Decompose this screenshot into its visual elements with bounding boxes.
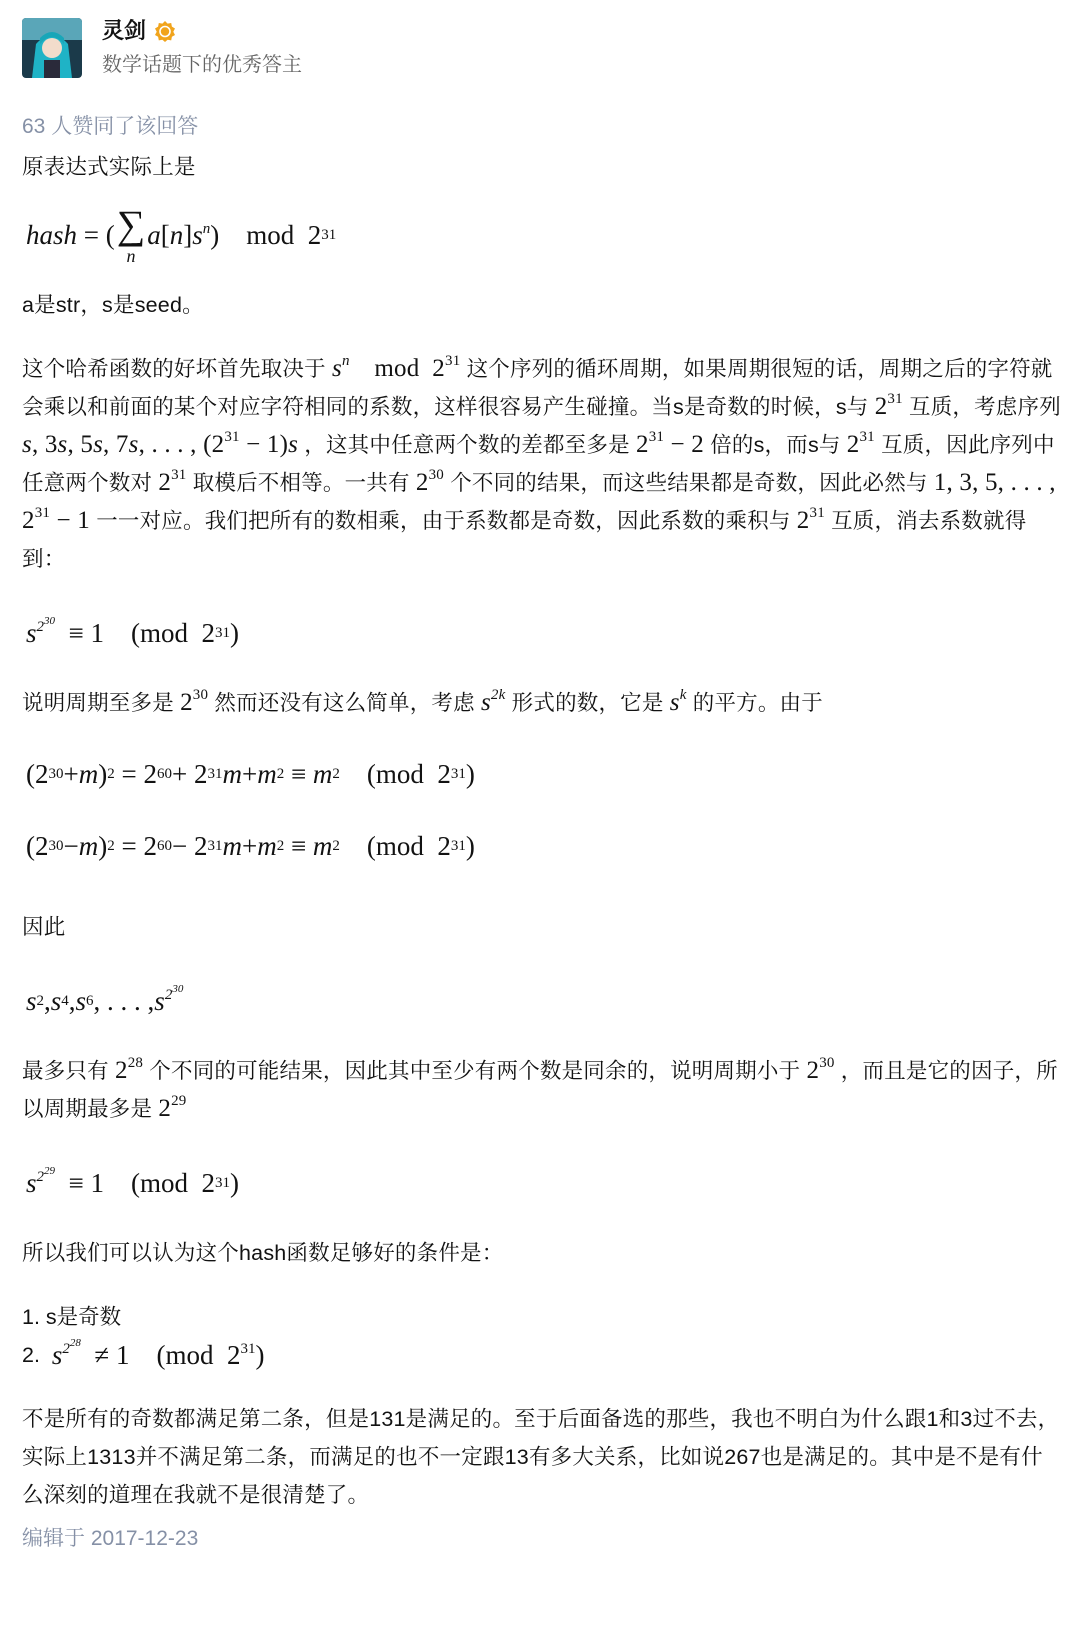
formula-square-minus: (2 30 − m ) 2 = 2 60 − 2 31 m + m 2 ≡ m 2 (mod 2 31 ) [26, 830, 475, 861]
text: ，而且是它的因子，所以周期最多是 [22, 1059, 1058, 1121]
text: 取模后不相等。一共有 [192, 471, 410, 495]
paragraph: 所以我们可以认为这个hash函数足够好的条件是： [22, 1241, 504, 1265]
text: 最多只有 [22, 1059, 109, 1083]
answer-card [22, 16, 1062, 1554]
list-marker: 2. [22, 1343, 40, 1367]
formula-sequence: s 2 , s 4 , s 6 , . . . , $s^{2^{30}}$ [26, 982, 184, 1016]
text: 说明周期至多是 [22, 691, 174, 715]
formula-period: $s^{2^{30}}$ ≡ 1 (mod 2 31 ) [26, 614, 239, 648]
author-description: 数学话题下的优秀答主 [102, 54, 302, 76]
text: 个不同的可能结果，因此其中至少有两个数是同余的，说明周期小于 [149, 1059, 801, 1083]
paragraph: 原表达式实际上是 [22, 155, 196, 179]
paragraph: 这个哈希函数的好坏首先取决于 $s^n$ mod $2^{31}$ 这个序列的循环周期，如果周期很短的话，周期之后的字符就会乘以和前面的某个对应字符相同的系数，这样很容易产生碰撞。当s是奇数的时候，s与 $2^{31}$ 互质，考虑序列 s, 3s, 5s, 7s, . . . , $(2^{31} - 1)s$ ，这其中任意两个数的差都至多是 $2^{31} - 2$ 倍的s，而s与 $2^{31}$ 互质，因此序列中任意两个数对 $2^{31}$ 取模后不相等。一共有 $2^{30}$ 个不同的结果，而这些结果都是奇数，因此必然与 1, 3, 5, . . . , $2^{31} - 1$ 一一对应。我们把所有的数相乘，由于系数都是奇数，因此系数的乘积与 $2^{31}$ 互质，消去系数就得到： [22, 353, 1061, 571]
text: 个不同的结果，而这些结果都是奇数，因此必然与 [450, 471, 928, 495]
edited-timestamp[interactable]: 编辑于 2017-12-23 [22, 1527, 199, 1550]
list-item: 2. $s^{2^{28}} \ne 1$ (mod $2^{31}$) [22, 1336, 1062, 1374]
paragraph: a是str，s是seed。 [22, 293, 204, 317]
text: ，这其中任意两个数的差都至多是 [304, 433, 630, 457]
text: 的平方。由于 [692, 691, 823, 715]
author-name-text[interactable]: 灵剑 [102, 18, 147, 43]
text: 然而还没有这么简单，考虑 [214, 691, 475, 715]
list-item: 1. s是奇数 [22, 1305, 122, 1329]
formula-period-29: $s^{2^{29}}$ ≡ 1 (mod 2 31 ) [26, 1164, 239, 1198]
paragraph: 说明周期至多是 $2^{30}$ 然而还没有这么简单，考虑 $s^{2k}$ 形式的数，它是 $s^k$ 的平方。由于 [22, 687, 823, 716]
text: 互质，消去系数就得到： [22, 509, 1027, 571]
text: 一一对应。我们把所有的数相乘，由于系数都是奇数，因此系数的乘积与 [96, 509, 791, 533]
gold-badge-icon [154, 20, 176, 42]
text: 互质，因此序列中任意两个数对 [22, 433, 1055, 495]
text: 倍的s，而s与 [710, 433, 841, 457]
text: 形式的数，它是 [511, 691, 664, 715]
vote-count[interactable]: 63 人赞同了该回答 [22, 115, 199, 138]
text: 这个序列的循环周期，如果周期很短的话，周期之后的字符就会乘以和前面的某个对应字符相同的系数，这样很容易产生碰撞。当s是奇数的时候，s与 [22, 357, 1053, 419]
text: 互质，考虑序列 [909, 395, 1061, 419]
author-name[interactable] [102, 16, 176, 46]
text: 这个哈希函数的好坏首先取决于 [22, 357, 326, 381]
avatar[interactable] [22, 18, 82, 78]
hash-formula: hash = ( ∑ n a [ n ] $s^n$ ) mod 2 31 [26, 202, 337, 266]
author-header [22, 16, 1062, 82]
paragraph: 不是所有的奇数都满足第二条，但是131是满足的。至于后面备选的那些，我也不明白为什么跟1和3过不去，实际上1313并不满足第二条，而满足的也不一定跟13有多大关系，比如说267也是满足的。其中是不是有什么深刻的道理在我就不是很清楚了。 [22, 1407, 1060, 1507]
paragraph: 因此 [22, 915, 66, 939]
paragraph: 最多只有 $2^{28}$ 个不同的可能结果，因此其中至少有两个数是同余的，说明周期小于 $2^{30}$ ，而且是它的因子，所以周期最多是 $2^{29}$ [22, 1055, 1058, 1122]
condition-list [22, 1298, 1062, 1374]
formula-square-plus: (2 30 + m ) 2 = 2 60 + 2 31 m + m 2 ≡ m 2 (mod 2 31 ) [26, 758, 475, 789]
